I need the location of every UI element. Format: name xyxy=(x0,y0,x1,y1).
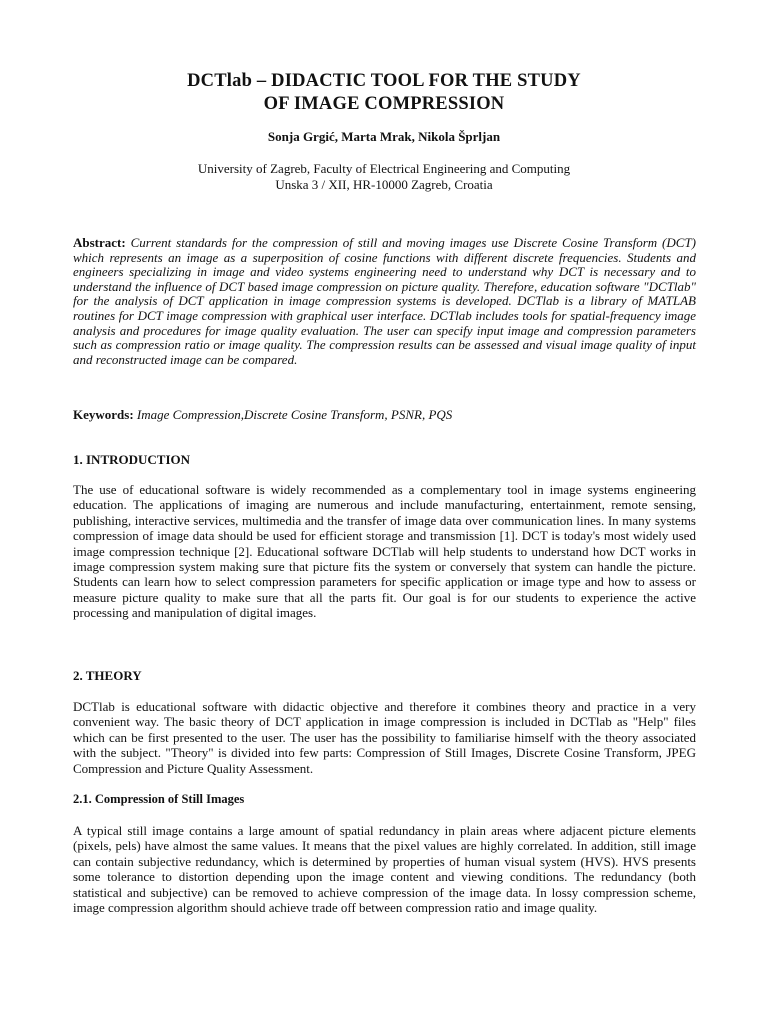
affiliation-line-1: University of Zagreb, Faculty of Electrical Engineering and Computing xyxy=(197,161,571,176)
section-heading-introduction: 1. INTRODUCTION xyxy=(73,452,191,467)
subsection-heading-still-images: 2.1. Compression of Still Images xyxy=(73,792,245,806)
still-images-paragraph: A typical still image contains a large amount of spatial redundancy in plain areas where adjacent picture elements (pixels, pels) have almost the same values. It means that the pixel values are highly correlated. In addition, still image can contain subjective redundancy, which is determined by properties of human visual system (HVS). HVS presents some tolerance to distortion depending upon the image content and viewing conditions. The redundancy (both statistical and subjective) can be removed to achieve compression of the image data. In lossy compression scheme, image compression algorithm should achieve trade off between compression ratio and image quality. xyxy=(73,823,696,916)
abstract-label: Abstract: xyxy=(73,235,126,250)
theory-paragraph: DCTlab is educational software with didactic objective and therefore it combines theory and practice in a very convenient way. The basic theory of DCT application in image compression is included in DCTlab as "Help" files which can be first presented to the user. The user has the possibility to familiarise himself with the theory associated with the subject. "Theory" is divided into few parts: Compression of Still Images, Discrete Cosine Transform, JPEG Compression and Picture Quality Assessment. xyxy=(73,699,696,776)
affiliation xyxy=(0,161,768,193)
introduction-paragraph: The use of educational software is widely recommended as a complementary tool in image systems engineering education. The applications of imaging are numerous and include manufacturing, entertainment, remote sensing, publishing, interactive services, multimedia and the transfer of image data over communication lines. In many systems compression of image data should be used for efficient storage and transmission [1]. DCT is today's most widely used image compression technique [2]. Educational software DCTlab will help students to understand how DCT works in image compression system making sure that picture fits the system or conversely that system can handle the picture. Students can learn how to select compression parameters for specific application or image type and how to assess or measure picture quality to make sure that all the parts fit. Our goal is for our students to experience the active processing and manipulation of digital images. xyxy=(73,482,696,621)
paper-title xyxy=(0,70,768,116)
keywords xyxy=(73,407,696,422)
abstract-text: Current standards for the compression of still and moving images use Discrete Cosine Transform (DCT) which represents an image as a superposition of cosine functions with different discrete frequencies. Students and engineers specializing in image and video systems engineering need to understand why DCT is necessary and to understand the influence of DCT based image compression on picture quality. Therefore, education software "DCTlab" for the analysis of DCT application in image compression systems is developed. DCTlab is a library of MATLAB routines for DCT image compression with graphical user interface. DCTlab includes tools for spatial-frequency image analysis and procedures for image quality evaluation. The user can specify input image and compression parameters such as compression ratio or image quality. The compression results can be assessed and visual image quality of input and reconstructed image can be compared. xyxy=(73,235,697,367)
affiliation-line-2: Unska 3 / XII, HR-10000 Zagreb, Croatia xyxy=(275,177,493,192)
keywords-label: Keywords: xyxy=(73,407,134,422)
title-line-1: DCTlab – DIDACTIC TOOL FOR THE STUDY xyxy=(187,71,581,91)
title-line-2: OF IMAGE COMPRESSION xyxy=(263,94,505,114)
keywords-text: Image Compression,Discrete Cosine Transform, PSNR, PQS xyxy=(136,407,453,422)
section-heading-theory: 2. THEORY xyxy=(73,668,142,683)
abstract xyxy=(73,236,696,367)
author-list: Sonja Grgić, Marta Mrak, Nikola Šprljan xyxy=(267,129,501,144)
